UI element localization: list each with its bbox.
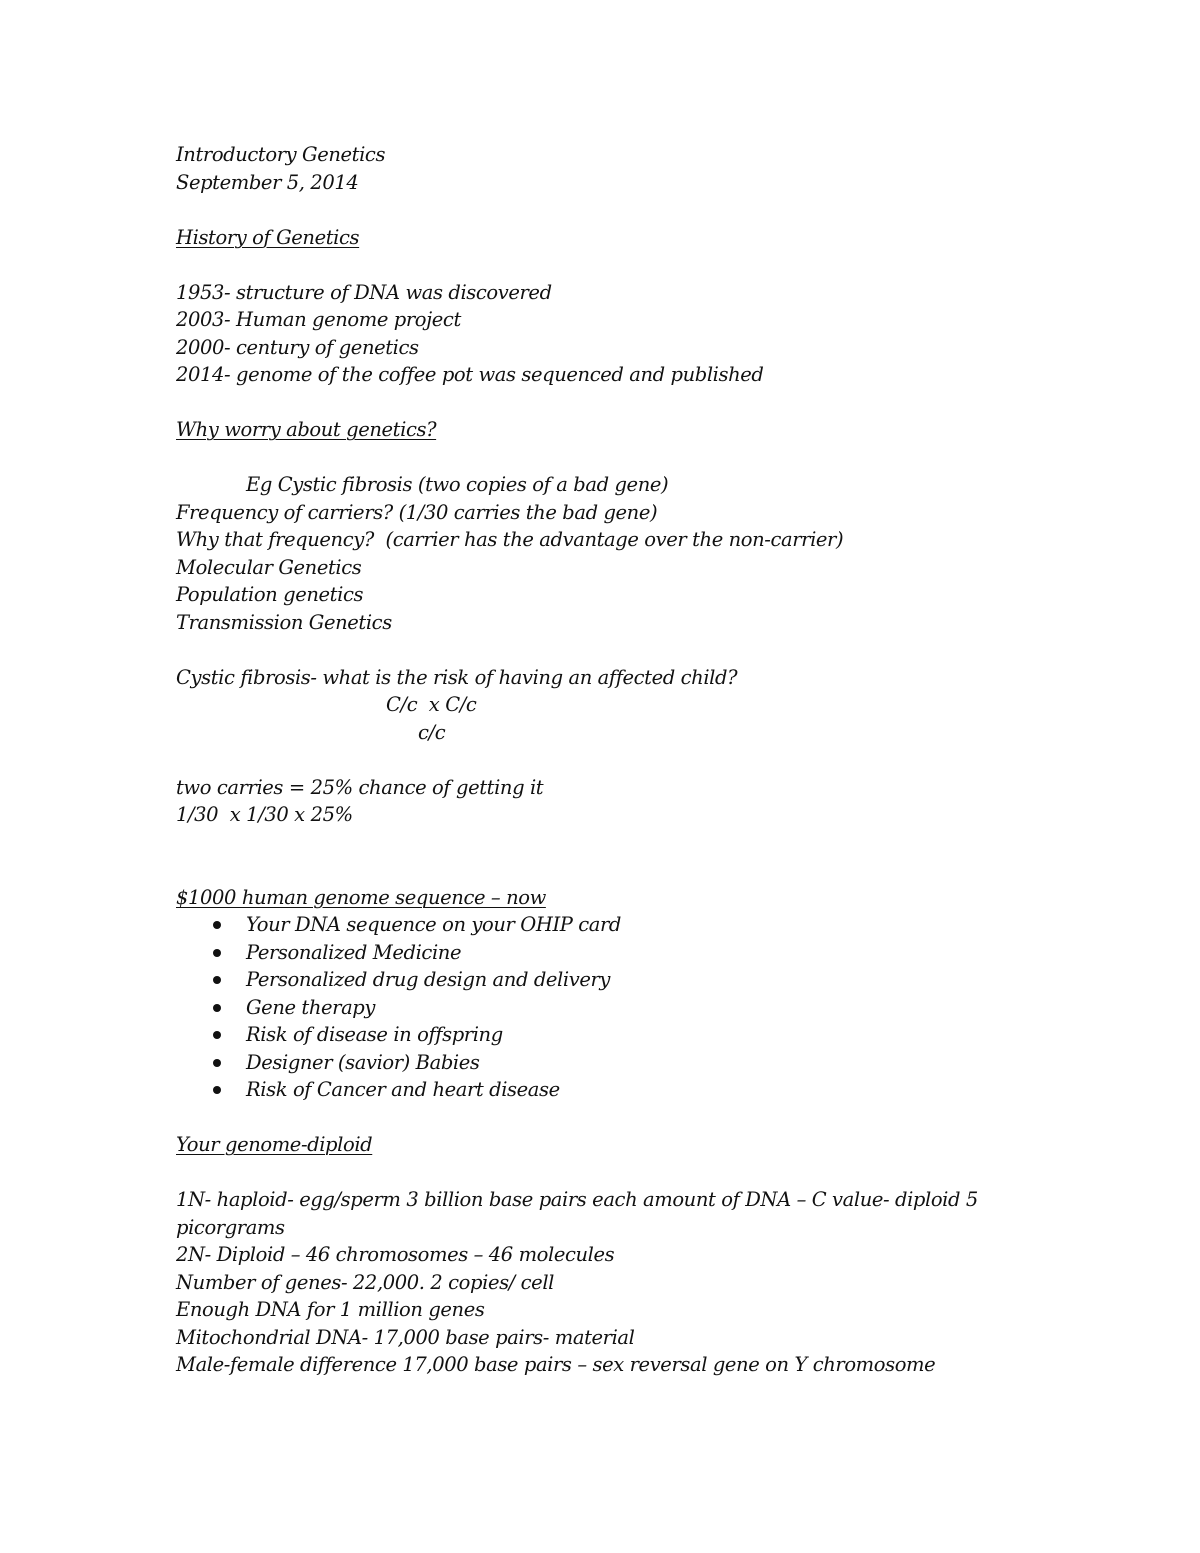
why-heading: Why worry about genetics? — [176, 418, 437, 441]
haploid-line: 1N- haploid- egg/sperm 3 billion base pairs each amount of DNA – C value- diploid 5 picorgrams — [176, 1188, 978, 1239]
list-item: Personalized Medicine — [176, 939, 1076, 967]
history-item: 2003- Human genome project — [176, 308, 461, 331]
lecture-date: September 5, 2014 — [176, 170, 359, 194]
course-title: Introductory Genetics — [176, 143, 386, 166]
bullet-icon — [213, 949, 221, 957]
genome-line: 2N- Diploid – 46 chromosomes – 46 molecules — [176, 1243, 615, 1266]
why-line: Molecular Genetics — [176, 555, 362, 579]
genome-line: Number of genes- 22,000. 2 copies/ cell — [176, 1270, 554, 1294]
list-item: Risk of disease in offspring — [176, 1021, 1076, 1049]
genome-line: Mitochondrial DNA- 17,000 base pairs- material — [176, 1325, 635, 1349]
genome-heading: Your genome-diploid — [176, 1133, 373, 1156]
risk-calculation: 1/30 x 1/30 x 25% — [176, 803, 353, 826]
why-line: Frequency of carriers? (1/30 carries the bad gene) — [176, 500, 658, 524]
list-item: Risk of Cancer and heart disease — [176, 1076, 1076, 1104]
spacer — [176, 196, 1076, 224]
bullet-icon — [213, 1086, 221, 1094]
why-line: Transmission Genetics — [176, 610, 392, 634]
list-item: Gene therapy — [176, 994, 1076, 1022]
genetic-cross: C/c x C/c — [386, 693, 477, 716]
list-item: Your DNA sequence on your OHIP card — [176, 911, 1076, 939]
sequence-bullet-list — [176, 911, 1076, 1104]
genome-line: Enough DNA for 1 million genes — [176, 1298, 485, 1321]
risk-question: Cystic fibrosis- what is the risk of having an affected child? — [176, 665, 738, 689]
history-item: 2014- genome of the coffee pot was sequenced and published — [176, 363, 764, 386]
why-line: Why that frequency? (carrier has the advantage over the non-carrier) — [176, 528, 844, 551]
cross-offspring: c/c — [418, 720, 446, 744]
sequence-heading: $1000 human genome sequence – now — [176, 885, 546, 909]
genome-line: Male-female difference 17,000 base pairs – sex reversal gene on Y chromosome — [176, 1353, 936, 1376]
bullet-icon — [213, 976, 221, 984]
document-body — [176, 141, 1076, 1379]
list-item: Personalized drug design and delivery — [176, 966, 1076, 994]
history-item: 1953- structure of DNA was discovered — [176, 280, 552, 304]
bullet-icon — [213, 1004, 221, 1012]
why-line: Population genetics — [176, 583, 364, 606]
bullet-icon — [213, 1059, 221, 1067]
bullet-icon — [213, 1031, 221, 1039]
why-example: Eg Cystic fibrosis (two copies of a bad gene) — [246, 473, 669, 496]
carriers-chance: two carries = 25% chance of getting it — [176, 775, 544, 799]
bullet-icon — [213, 921, 221, 929]
history-item: 2000- century of genetics — [176, 335, 419, 359]
list-item: Designer (savior) Babies — [176, 1049, 1076, 1077]
history-heading: History of Genetics — [176, 225, 360, 249]
